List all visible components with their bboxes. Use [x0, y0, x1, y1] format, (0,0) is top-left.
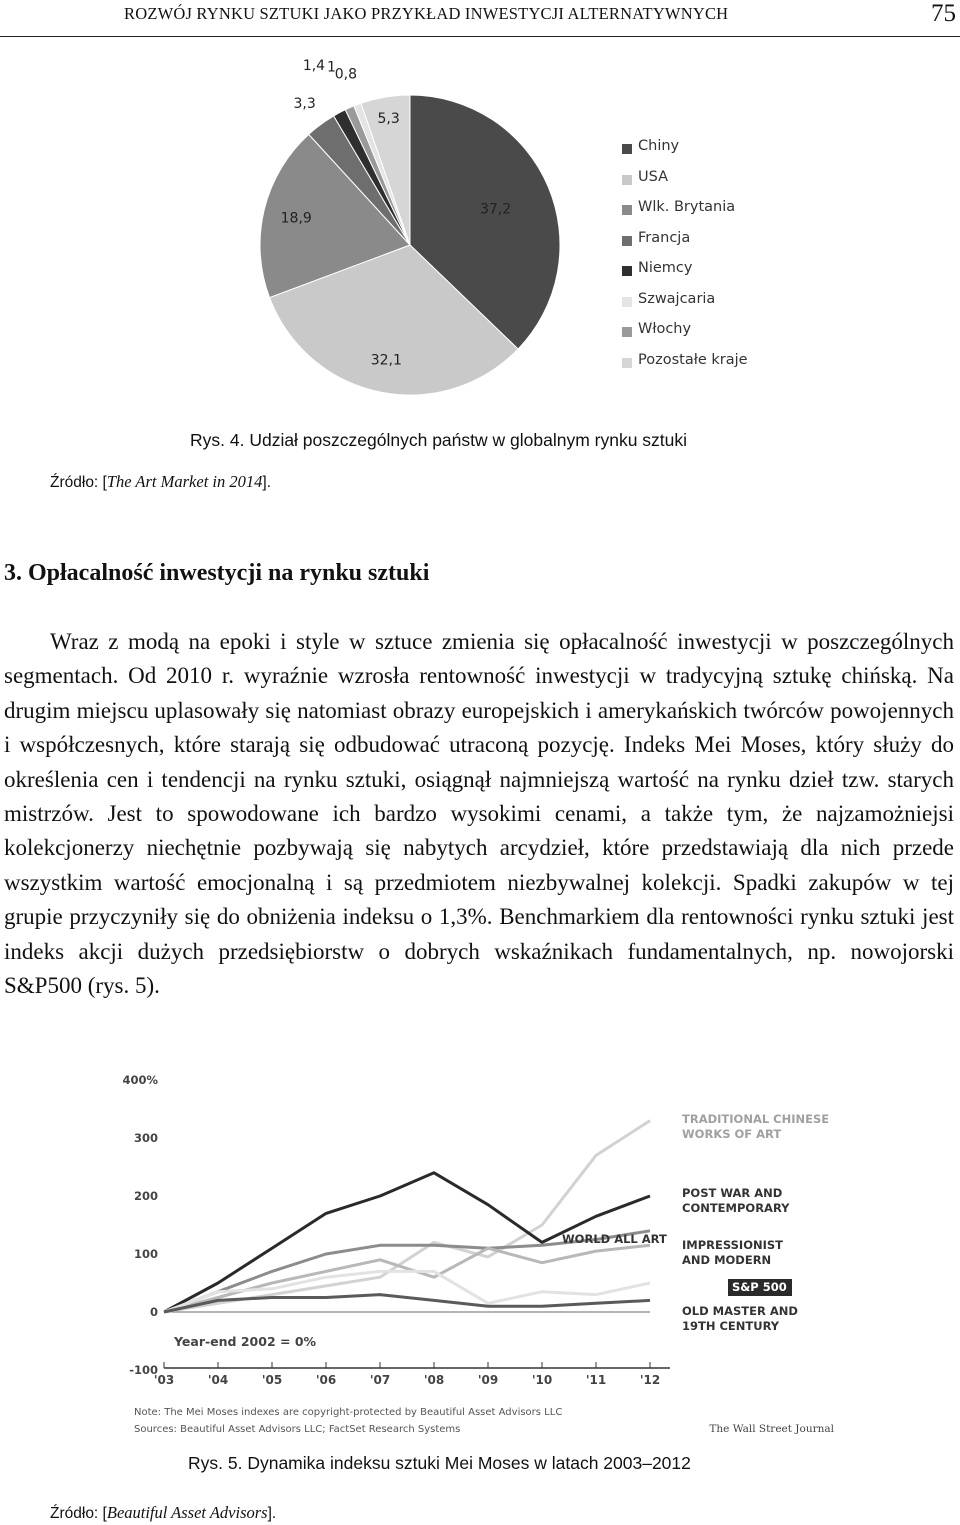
legend-label: Chiny: [638, 138, 680, 154]
line-chart: [120, 1065, 840, 1445]
series-label-s-p-500: S&P 500: [732, 1280, 787, 1294]
x-tick-label: '05: [261, 1373, 283, 1387]
legend-label: Szwajcaria: [638, 290, 716, 307]
legend-swatch: [622, 266, 632, 276]
section-heading: 3. Opłacalność inwestycji na rynku sztuki: [4, 560, 430, 586]
pie-label-niemcy: 1,4: [302, 58, 326, 75]
legend-label: Francja: [638, 229, 691, 246]
legend-swatch: [622, 205, 632, 215]
figure4-source-suffix: ].: [262, 474, 272, 491]
x-tick-label: '04: [207, 1373, 229, 1387]
figure5-source-prefix: Źródło: [: [50, 1505, 107, 1522]
series-label-post-war-and-contemporary: POST WAR AND CONTEMPORARY: [682, 1186, 790, 1215]
y-tick-label: 300: [133, 1131, 158, 1145]
y-tick-label: 100: [133, 1247, 158, 1261]
legend-swatch: [622, 297, 632, 307]
pie-label-szwajcaria: 0,8: [334, 66, 357, 83]
figure5-caption: Rys. 5. Dynamika indeksu sztuki Mei Moses w latach 2003–2012: [188, 1453, 691, 1473]
legend-swatch: [622, 327, 632, 337]
figure4-caption: Rys. 4. Udział poszczególnych państw w globalnym rynku sztuki: [190, 430, 688, 450]
legend-swatch: [622, 175, 632, 185]
chart-note: Note: The Mei Moses indexes are copyright-protected by Beautiful Asset Advisors LLC: [134, 1407, 563, 1418]
legend-swatch: [622, 236, 632, 246]
chart-sources: Sources: Beautiful Asset Advisors LLC; FactSet Research Systems: [134, 1424, 461, 1435]
section-paragraph: Wraz z modą na epoki i style w sztuce zmienia się opłacalność inwestycji w poszczególnych segmentach. Od 2010 r. wyraźnie wzrosła rentowność inwestycji w tradycyjną sztukę chińską. Na drugim miejscu uplasowały się natomiast obrazy europejskich i amerykańskich twórców powojennych i współczesnych, które starają się odbudować utraconą pozycję. Indeks Mei Moses, który służy do określenia cen i tendencji na rynku sztuki, osiągnął najmniejszą wartość na rynku dzieł tzw. starych mistrzów. Jest to spowodowane ich bardzo wysokimi cenami, a także tym, że najzamożniejsi kolekcjonerzy niechętnie pozbywają się nabytych arcydzieł, które przedstawiają dla nich przede wszystkim wartość emocjonalną i są przedmiotem niezbywalnej kolekcji. Spadki zakupów w tej grupie przyczyniły się do obniżenia indeksu o 1,3%. Benchmarkiem dla rentowności rynku sztuki jest indeks akcji dużych przedsiębiorstw o dobrych wskaźnikach fundamentalnych, np. nowojorski S&P500 (rys. 5).: [4, 629, 954, 999]
legend-label: USA: [638, 168, 669, 185]
pie-label-chiny: 37,2: [479, 201, 512, 218]
page-number: 75: [931, 0, 956, 27]
x-tick-label: '03: [153, 1373, 175, 1387]
figure5-source-suffix: ].: [267, 1505, 277, 1522]
y-tick-label: -100: [129, 1363, 158, 1377]
pie-label-usa: 32,1: [370, 352, 402, 369]
legend-label: Włochy: [638, 321, 692, 337]
x-tick-label: '09: [477, 1373, 499, 1387]
legend-swatch: [622, 358, 632, 368]
x-tick-label: '08: [423, 1373, 445, 1387]
pie-label-wlk-brytania: 18,9: [280, 210, 312, 227]
legend-swatch: [622, 144, 632, 154]
series-line-s-p-500: [164, 1271, 650, 1312]
series-label-old-master-and-19th-century: OLD MASTER AND 19TH CENTURY: [682, 1304, 798, 1333]
legend-label: Niemcy: [638, 260, 693, 276]
series-line-impressionist-and-modern: [164, 1245, 650, 1312]
baseline-label: Year-end 2002 = 0%: [174, 1334, 317, 1349]
x-tick-label: '06: [315, 1373, 337, 1387]
y-tick-label: 0: [149, 1305, 158, 1319]
series-label-traditional-chinese-works-of-art: TRADITIONAL CHINESE WORKS OF ART: [682, 1112, 830, 1141]
figure4-source: [50, 472, 271, 492]
pie-chart: [240, 58, 580, 420]
x-tick-label: '12: [639, 1373, 661, 1387]
y-tick-label: 400%: [122, 1073, 158, 1087]
x-tick-label: '07: [369, 1373, 391, 1387]
chart-credit: The Wall Street Journal: [709, 1423, 834, 1435]
legend-label: Wlk. Brytania: [638, 199, 736, 215]
series-line-old-master-and-19th-century: [164, 1295, 650, 1312]
series-label-world-all-art: WORLD ALL ART: [562, 1232, 667, 1246]
series-label-impressionist-and-modern: IMPRESSIONIST AND MODERN: [682, 1238, 783, 1267]
figure4-source-title: The Art Market in 2014: [106, 472, 263, 491]
pie-label-włochy: 1: [326, 59, 336, 76]
running-title: ROZWÓJ RYNKU SZTUKI JAKO PRZYKŁAD INWESTYCJI ALTERNATYWNYCH: [124, 4, 729, 23]
running-header: [0, 0, 960, 37]
figure5-source-title: Beautiful Asset Advisors: [106, 1503, 268, 1522]
y-tick-label: 200: [133, 1189, 158, 1203]
pie-label-francja: 3,3: [293, 95, 316, 112]
x-tick-label: '10: [531, 1373, 553, 1387]
legend-label: Pozostałe kraje: [638, 351, 748, 368]
figure5-source: [50, 1503, 276, 1523]
pie-label-pozostałe-kraje: 5,3: [377, 110, 400, 127]
figure4-source-prefix: Źródło: [: [50, 474, 107, 491]
x-tick-label: '11: [585, 1373, 607, 1387]
